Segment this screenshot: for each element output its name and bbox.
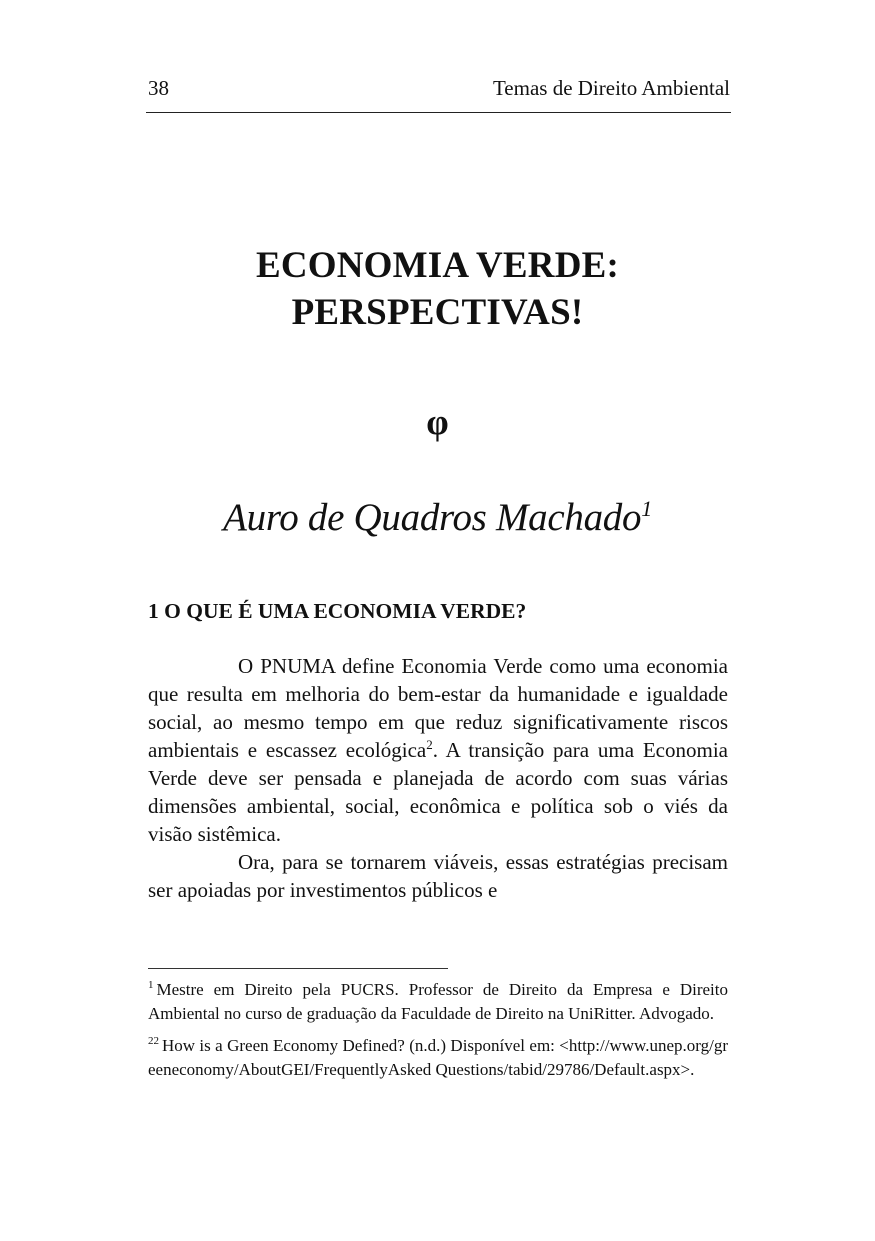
paragraph-1-text-a: O PNUMA define Economia Verde como uma economia que resulta em melhoria do bem-estar da humanidade e igualdade social, ao mesmo tempo em que reduz significativamente riscos ambientais e escassez ecológica — [148, 654, 728, 762]
footnote-2-mark: 22 — [148, 1035, 159, 1048]
chapter-title-line-1: ECONOMIA VERDE: — [255, 245, 620, 286]
footnotes — [148, 978, 728, 1090]
paragraph-1-text-b: . A transição para uma Economia Verde deve ser pensada e planejada de acordo com suas várias dimensões ambiental, social, econômica e política sob o viés da visão sistêmica. — [148, 738, 728, 846]
header-divider — [146, 112, 731, 113]
footnote-ref-2[interactable]: 2 — [426, 737, 433, 752]
page-number: 38 — [148, 76, 169, 100]
footnote-1-text: Mestre em Direito pela PUCRS. Professor de Direito da Empresa e Direito Ambiental no curso de graduação da Faculdade de Direito na UniRitter. Advogado. — [148, 980, 728, 1023]
footnote-divider — [148, 968, 448, 969]
footnote-1 — [148, 978, 728, 1026]
running-title: Temas de Direito Ambiental — [492, 76, 730, 100]
phi-ornament-icon: φ — [426, 402, 449, 442]
paragraph-1 — [148, 652, 728, 848]
chapter-title-line-2: PERSPECTIVAS! — [291, 292, 584, 333]
footnote-1-mark: 1 — [148, 979, 154, 992]
author-line — [0, 490, 875, 546]
footnote-2-text: How is a Green Economy Defined? (n.d.) Disponível em: <http://www.unep.org/greeneconomy/AboutGEI/FrequentlyAsked Questions/tabid/29786/Default.aspx>. — [148, 1036, 728, 1079]
author-name: Auro de Quadros Machado — [223, 496, 642, 539]
chapter-title — [100, 242, 775, 336]
footnote-2 — [148, 1034, 728, 1082]
section-heading: 1 O QUE É UMA ECONOMIA VERDE? — [148, 599, 527, 623]
body-text — [148, 652, 728, 904]
author-footnote-mark[interactable]: 1 — [641, 496, 652, 521]
paragraph-2: Ora, para se tornarem viáveis, essas estratégias precisam ser apoiadas por investimentos públicos e — [148, 850, 728, 902]
page-header — [148, 74, 730, 102]
